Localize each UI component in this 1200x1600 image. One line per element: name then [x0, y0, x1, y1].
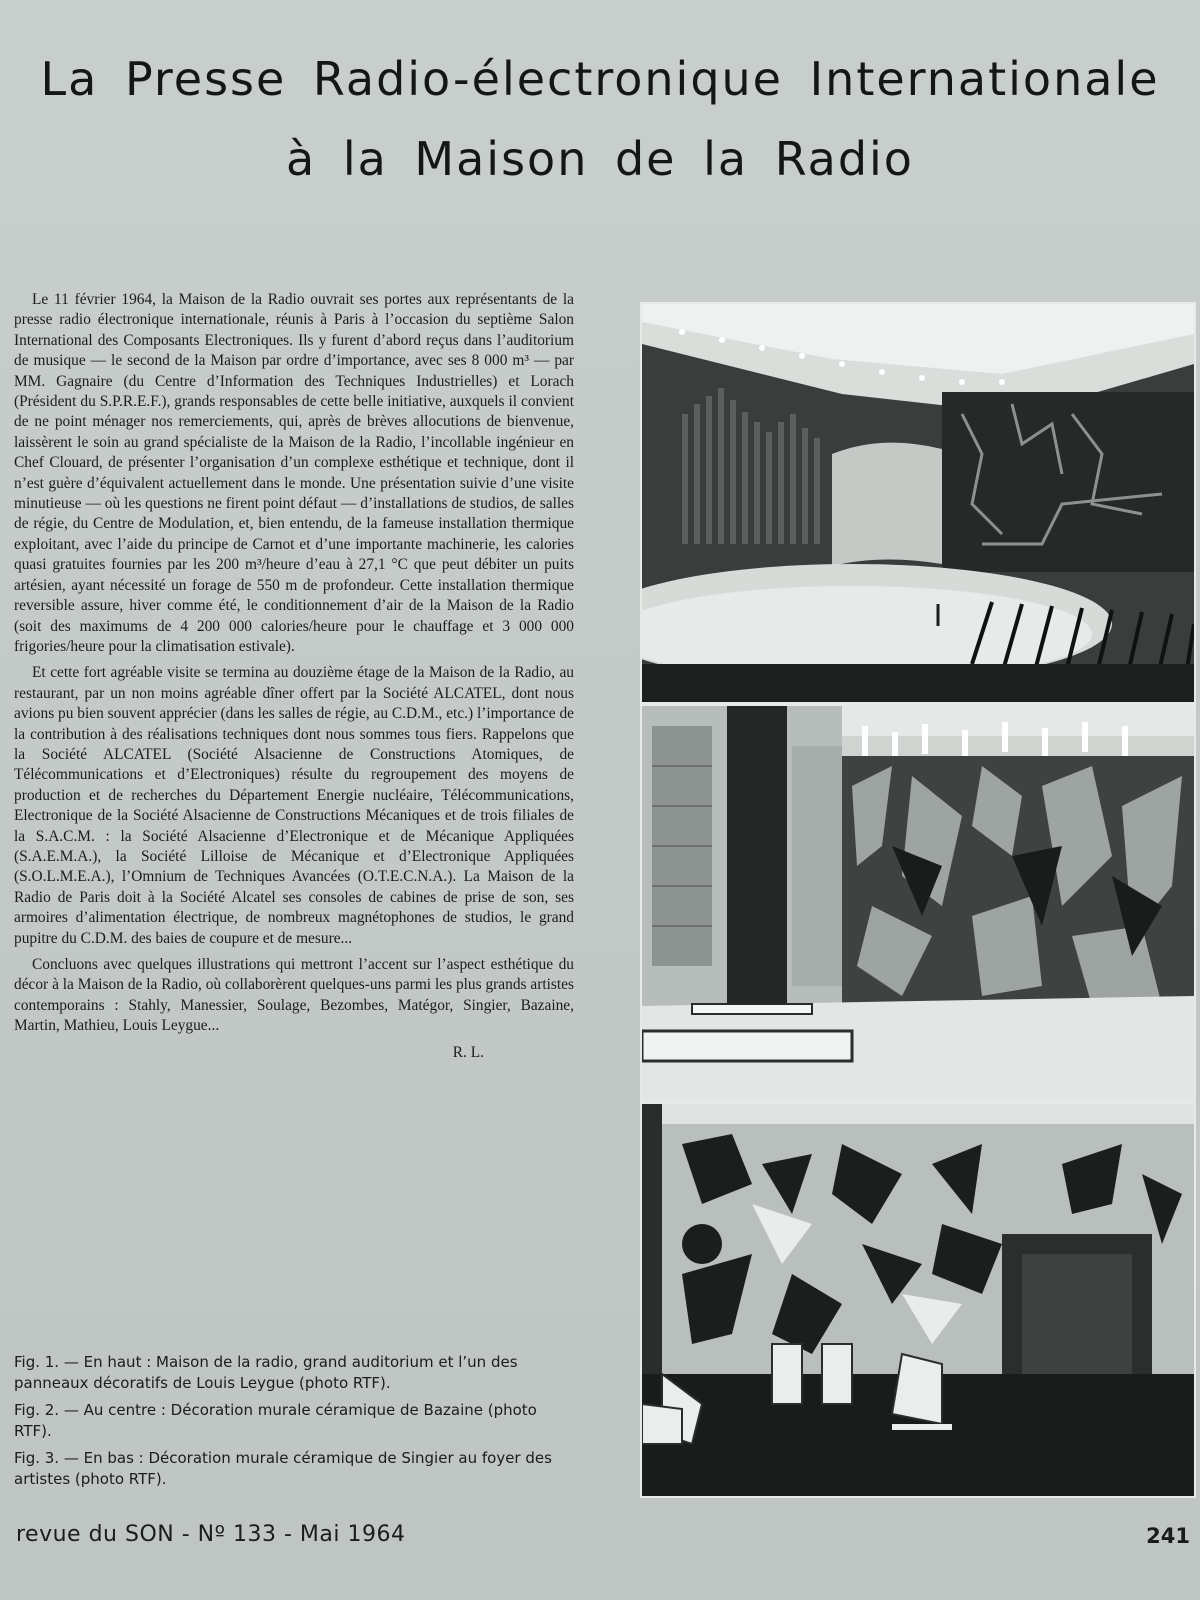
author-signature: R. L. — [452, 1043, 484, 1061]
page-title-line-2: à la Maison de la Radio — [286, 132, 914, 186]
photo-auditorium — [640, 302, 1196, 704]
caption-fig-1: Fig. 1. — En haut : Maison de la radio, grand auditorium et l’un des panneaux décoratifs de Louis Leygue (photo RTF). — [14, 1353, 518, 1392]
page-title-line-1: La Presse Radio-électronique Internationale — [40, 52, 1160, 106]
article-paragraph-1: Le 11 février 1964, la Maison de la Radio ouvrait ses portes aux représentants de la presse radio électronique internationale, réunis à Paris à l’occasion du septième Salon International des Composants Electroniques. Ils y furent d’abord reçus dans l’auditorium de musique — le second de la Maison par ordre d’importance, avec ses 8 000 m³ — par MM. Gagnaire (du Centre d’Information des Techniques Industrielles) et Lorach (Président du S.P.R.E.F.), grands responsables de cette belle initiative, auxquels il convient de ne point ménager nos remerciements, qui, après de brèves allocutions de bienvenue, laissèrent le soin au grand spécialiste de la Maison de la Radio, l’incollable ingénieur en Chef Clouard, de présenter l’organisation d’un complexe esthétique et technique, dont il n’est guère d’équivalent actuellement dans le monde. Une présentation suivie d’une visite minutieuse — où les questions ne firent point défaut — d’installations de studios, de salles de régie, du Centre de Modulation, et, bien entendu, de la fameuse installation thermique exploitant, avec l’aide du principe de Carnot et d’une importante machinerie, les calories quasi gratuites fournies par les 200 m³/heure d’eau à 27,1 °C que peut débiter un puits artésien, ayant nécessité un forage de 550 m de profondeur. Cette installation thermique reversible assure, hiver comme été, le conditionnement d’air de la Maison de la Radio (soit des maximums de 4 200 000 calories/heure pour le chauffage et 3 000 000 frigories/heure pour la climatisation estivale). — [14, 291, 574, 655]
journal-reference: revue du SON - Nº 133 - Mai 1964 — [16, 1522, 406, 1547]
article-paragraph-2: Et cette fort agréable visite se termina au douzième étage de la Maison de la Radio, au restaurant, par un non moins agréable dîner offert par la Société ALCATEL, dont nous avions pu bien souvent apprécier (dans les salles de régie, au C.D.M., etc.) l’importance de la contribution à des réalisations techniques dont nous sommes tous fiers. Rappelons que la Société ALCATEL (Société Alsacienne de Constructions Atomiques, de Télécommunications et d’Electroniques) résulte du regroupement des moyens de production et de recherches du Département Energie nucléaire, Télécommunications, Electronique de la Société Alsacienne de Constructions Mécaniques et de trois filiales de la S.A.C.M. : la Société Alsacienne d’Electronique et de Mécanique Appliquées (S.A.E.M.A.), la Société Lilloise de Mécanique et d’Electronique Appliquées (S.O.L.M.E.A.), l’Omnium de Techniques Avancées (O.T.E.C.N.A.). La Maison de la Radio de Paris doit à la Société Alcatel ses consoles de cabines de prise de son, ses armoires d’alimentation électrique, de nombreux magnétophones de studios, le grand pupitre du C.D.M. des baies de coupure et de mesure... — [14, 664, 574, 947]
photo-bazaine-mural — [640, 704, 1196, 1102]
auditorium-illustration — [642, 304, 1194, 702]
photo-singier-mural — [640, 1102, 1196, 1498]
article-body — [14, 290, 574, 1063]
bazaine-mural-illustration — [642, 706, 1194, 1100]
singier-mural-illustration — [642, 1104, 1194, 1496]
caption-fig-2: Fig. 2. — Au centre : Décoration murale céramique de Bazaine (photo RTF). — [14, 1401, 537, 1440]
page-number: 241 — [1146, 1524, 1190, 1548]
figure-captions — [14, 1352, 574, 1496]
article-paragraph-3: Concluons avec quelques illustrations qui mettront l’accent sur l’aspect esthétique du décor à la Maison de la Radio, où collaborèrent quelques-uns parmi les plus grands artistes contemporains : Stahly, Manessier, Soulage, Bezombes, Matégor, Singier, Bazaine, Martin, Mathieu, Louis Leygue... — [14, 956, 574, 1035]
caption-fig-3: Fig. 3. — En bas : Décoration murale céramique de Singier au foyer des artistes (photo RTF). — [14, 1449, 552, 1488]
